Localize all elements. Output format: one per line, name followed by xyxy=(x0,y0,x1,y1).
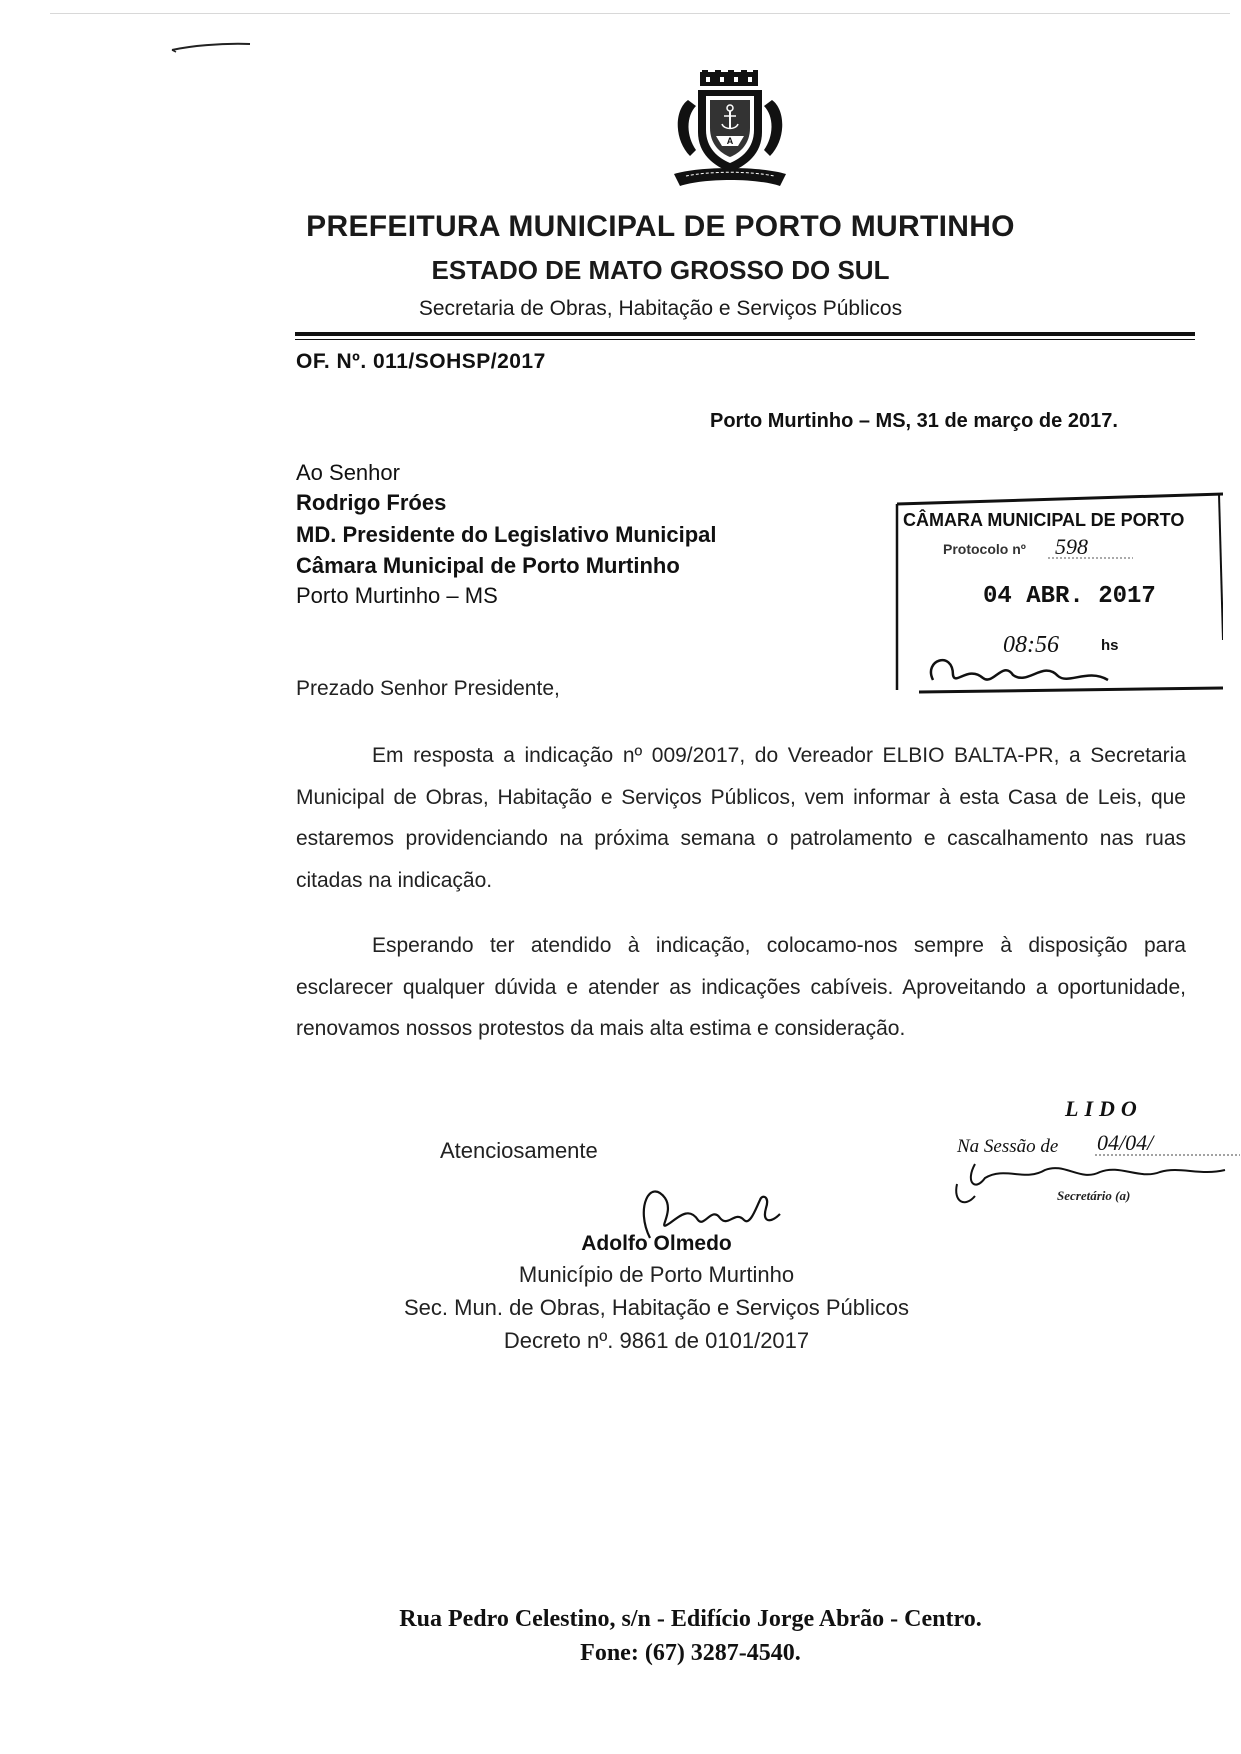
reading-stamp-title: LIDO xyxy=(1065,1096,1143,1121)
stamp-protocol-number: 598 xyxy=(1055,534,1088,559)
signatory-department: Sec. Mun. de Obras, Habitação e Serviços Públicos xyxy=(403,1295,910,1320)
signatory-municipality: Município de Porto Murtinho xyxy=(518,1262,795,1287)
pen-scribble xyxy=(170,40,252,54)
municipal-crest-icon xyxy=(660,70,800,195)
reading-stamp-secretary-label: Secretário (a) xyxy=(1057,1188,1131,1203)
header-divider xyxy=(295,332,1195,336)
reading-stamp-session-date: 04/04/ xyxy=(1097,1130,1154,1155)
reading-stamp-session-label: Na Sessão de xyxy=(957,1136,1059,1157)
greeting: Prezado Senhor Presidente, xyxy=(296,677,560,700)
body-paragraph-1: Em resposta a indicação nº 009/2017, do Vereador ELBIO BALTA-PR, a Secretaria Municipal de Obras, Habitação e Serviços Públicos, vem informar à esta Casa de Leis, que estaremos providenciando na próxima semana o patrolamento e cascalhamento nas ruas citadas na indicação. xyxy=(296,744,1186,892)
reading-stamp xyxy=(945,1092,1241,1212)
recipient-role: MD. Presidente do Legislativo Municipal xyxy=(296,522,717,547)
department-title: Secretaria de Obras, Habitação e Serviços Públicos xyxy=(418,297,903,320)
recipient-name: Rodrigo Fróes xyxy=(296,490,447,515)
header-divider-thin xyxy=(295,339,1195,340)
office-number: OF. Nº. 011/SOHSP/2017 xyxy=(296,350,546,373)
signatory-decree: Decreto nº. 9861 de 0101/2017 xyxy=(503,1328,810,1353)
state-title: ESTADO DE MATO GROSSO DO SUL xyxy=(431,255,890,285)
stamp-date: 04 ABR. 2017 xyxy=(983,583,1156,610)
stamp-time-suffix: hs xyxy=(1101,637,1119,654)
stamp-time: 08:56 xyxy=(1003,632,1059,658)
body-paragraph-2: Esperando ter atendido à indicação, colocamo-nos sempre à disposição para esclarecer qualquer dúvida e atender as indicações cabíveis. Aproveitando a oportunidade, renovamos nossos protestos da mais alta estima e consideração. xyxy=(296,934,1186,1040)
recipient-to: Ao Senhor xyxy=(296,460,400,485)
recipient-city: Porto Murtinho – MS xyxy=(296,583,498,608)
footer-address: Rua Pedro Celestino, s/n - Edifício Jorge Abrão - Centro. xyxy=(399,1606,982,1632)
reading-stamp-signature xyxy=(971,1164,1225,1185)
svg-text:A: A xyxy=(726,136,734,146)
stamp-protocol-label: Protocolo nº xyxy=(943,541,1026,557)
recipient-institution: Câmara Municipal de Porto Murtinho xyxy=(296,553,680,578)
date-line: Porto Murtinho – MS, 31 de março de 2017. xyxy=(710,410,1118,432)
stamp-institution: CÂMARA MUNICIPAL DE PORTO xyxy=(903,510,1185,530)
footer-phone: Fone: (67) 3287-4540. xyxy=(580,1640,801,1666)
signatory-name: Adolfo Olmedo xyxy=(581,1232,732,1255)
scan-edge-line xyxy=(50,13,1230,14)
municipality-title: PREFEITURA MUNICIPAL DE PORTO MURTINHO xyxy=(306,210,1015,243)
closing: Atenciosamente xyxy=(440,1138,598,1163)
